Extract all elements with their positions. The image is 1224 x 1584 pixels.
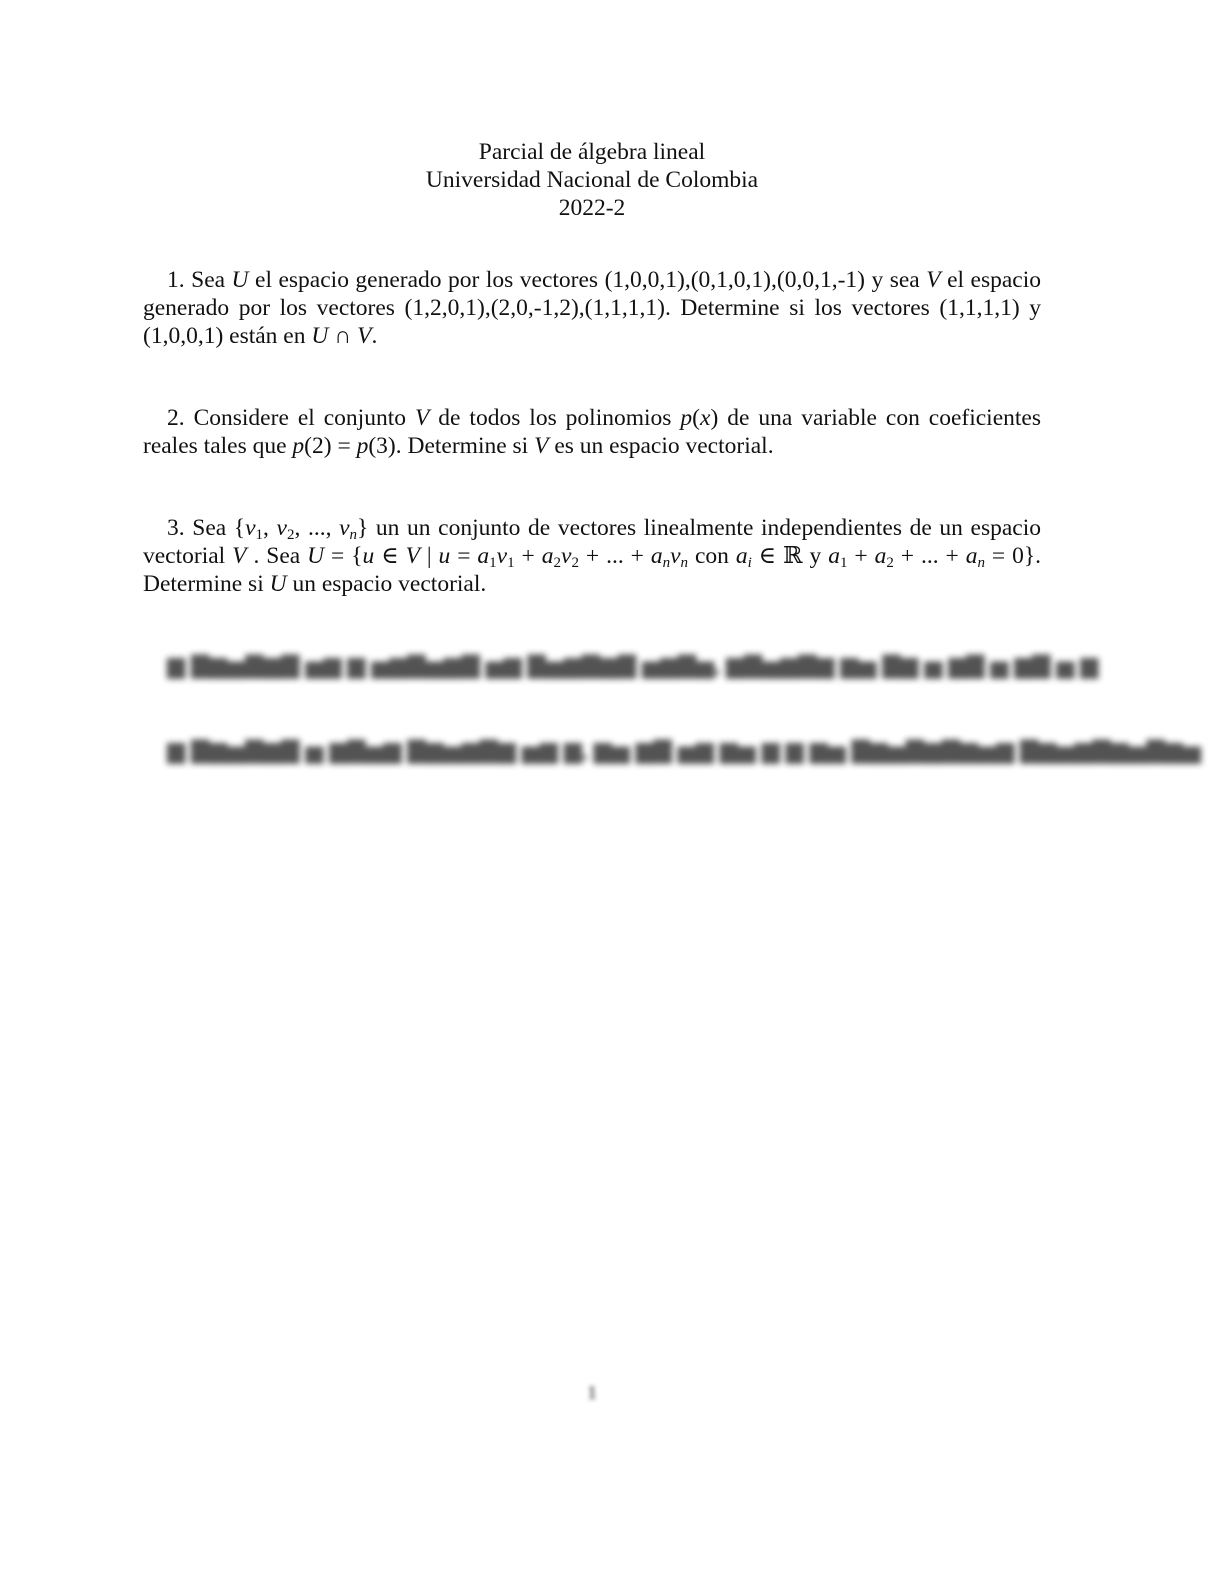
exam-title: Parcial de álgebra lineal xyxy=(478,139,706,165)
problem-4-blurred xyxy=(143,652,1099,680)
university-name: Universidad Nacional de Colombia xyxy=(425,167,759,193)
problem-2 xyxy=(143,404,1041,460)
document-header xyxy=(0,138,1184,222)
exam-term: 2022-2 xyxy=(558,195,626,221)
problem-3-text: 3. Sea {$v_1$, $v_2$, ..., $v_n$} un un conjunto de vectores linealmente independientes de un espacio vectorial V . Sea U = {u ∈ V | $u = a_1v_1 + a_2v_2$ + ... + $a_nv_n$ con $a_i$ ∈ ℝ y $a_1 + a_2$ + ... + $a_n = 0$}. Determine si U un espacio vectorial. xyxy=(143,515,1042,597)
problem-1-text: 1. Sea U el espacio generado por los vectores (1,0,0,1),(0,1,0,1),(0,0,1,-1) y sea V el espacio generado por los vectores (1,2,0,1),(2,0,-1,2),(1,1,1,1). Determine si los vectores (1,1,1,1) y (1,0,0,1) están en U ∩ V. xyxy=(143,267,1041,349)
page-number: 1 xyxy=(587,1382,597,1404)
blurred-text-block: ▆ ▇▆▅▇▆▇ ▅ ▆▇▅▆ ▇▆▅▆▇▆ ▅▆ ▆, ▆▅ ▆▇ ▅▆ ▆▅ ▆ ▆ ▆▅ ▇▆▅▇▆▇▆▅▆ ▇▆▅▆▇▆▅▇▆▅ xyxy=(167,738,1201,764)
problem-3 xyxy=(143,514,1041,598)
blurred-text-block: ▆ ▇▆▅▇▆▇ ▅▆ ▆ ▅▆▇▅▆▇ ▅▆ ▇▅▆▇▆▇ ▅▆▇▅, ▆▇▅▆▇▆ ▆▅ ▇▆ ▅ ▆▇ ▅ ▆▇ ▅ ▆ xyxy=(167,653,1099,679)
problem-1 xyxy=(143,266,1041,350)
problem-2-text: 2. Considere el conjunto V de todos los polinomios p(x) de una variable con coeficientes reales tales que p(2) = p(3). Determine si V es un espacio vectorial. xyxy=(143,405,1041,459)
problem-5-blurred xyxy=(143,737,1201,765)
